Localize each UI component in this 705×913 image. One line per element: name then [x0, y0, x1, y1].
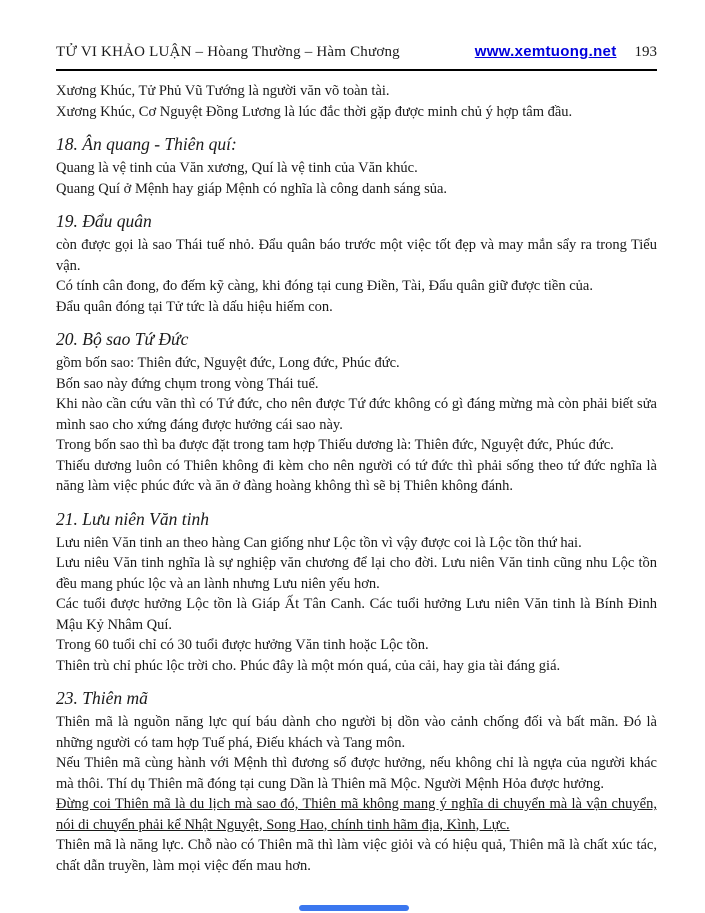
body-paragraph: Các tuổi được hưởng Lộc tồn là Giáp Ất Tân Canh. Các tuổi hưởng Lưu niên Văn tinh là Bính Đinh Mậu Kỷ Nhâm Quí.: [56, 596, 657, 633]
body-paragraph: Nếu Thiên mã cùng hành với Mệnh thì đương số được hưởng, nếu không chỉ là ngựa của người khác mà thôi. Thí dụ Thiên mã đóng tại cung Dần là Thiên mã Mộc. Người Mệnh Hỏa được hưởng.: [56, 755, 657, 792]
document-section: [56, 508, 657, 677]
document-section: [56, 687, 657, 876]
document-section: [56, 133, 657, 199]
document-section: [56, 328, 657, 497]
body-paragraph: Lưu niên Văn tinh an theo hàng Can giống như Lộc tồn vì vậy được coi là Lộc tồn thứ hai.: [56, 534, 582, 551]
body-paragraph: Đừng coi Thiên mã là du lịch mà sao đó, Thiên mã không mang ý nghĩa di chuyển mà là vận chuyển, nói di chuyển phải kể Nhật Nguyệt, Song Hao, chính tinh hãm địa, Kình, Lực.: [56, 796, 657, 833]
bottom-scroll-indicator[interactable]: [299, 905, 409, 911]
body-paragraph: Có tính cân đong, đo đếm kỹ càng, khi đóng tại cung Điền, Tài, Đẩu quân giữ được tiền của.: [56, 278, 593, 294]
section-heading: 23. Thiên mã: [56, 688, 148, 708]
body-paragraph: Đẩu quân đóng tại Tử tức là dấu hiệu hiếm con.: [56, 298, 333, 315]
page-header: [56, 43, 657, 61]
body-paragraph: Trong bốn sao thì ba được đặt trong tam hợp Thiếu dương là: Thiên đức, Nguyệt đức, Phúc đức.: [56, 437, 614, 453]
section-heading: 18. Ân quang - Thiên quí:: [56, 134, 237, 154]
body-paragraph: Khi nào cần cứu vãn thì có Tứ đức, cho nên được Tứ đức không có gì đáng mừng mà còn phải biết sửa mình sao cho xứng đáng được hưởng cái sao này.: [56, 396, 657, 433]
section-heading: 21. Lưu niên Văn tinh: [56, 508, 209, 529]
body-paragraph: Thiên mã là năng lực. Chỗ nào có Thiên mã thì làm việc giỏi và có hiệu quả, Thiên mã là chất xúc tác, chất dẫn truyền, làm mọi việc đến mau hơn.: [56, 837, 657, 874]
header-title: TỬ VI KHẢO LUẬN – Hòang Thường – Hàm Chương: [56, 44, 400, 60]
header-rule: [56, 69, 657, 71]
body-paragraph: còn được gọi là sao Thái tuế nhỏ. Đẩu quân báo trước một việc tốt đẹp và may mắn sẩy ra trong Tiểu vận.: [56, 237, 657, 274]
intro-paragraph: Xương Khúc, Tử Phủ Vũ Tướng là người văn võ toàn tài.: [56, 83, 390, 99]
site-link[interactable]: www.xemtuong.net: [474, 43, 617, 60]
body-paragraph: Bốn sao này đứng chụm trong vòng Thái tuế.: [56, 375, 319, 392]
body-paragraph: Thiếu dương luôn có Thiên không đi kèm cho nên người có tứ đức thì phải sống theo tứ đức nghĩa là năng làm việc phúc đức và ăn ở đàng hoàng không thì sẽ bị Thiên không đánh.: [56, 457, 657, 494]
document-body: [56, 81, 657, 876]
body-paragraph: Trong 60 tuổi chỉ có 30 tuổi được hưởng Văn tinh hoặc Lộc tồn.: [56, 637, 429, 653]
page-number: 193: [634, 44, 657, 60]
section-heading: 19. Đẩu quân: [56, 211, 152, 231]
body-paragraph: Thiên trù chỉ phúc lộc trời cho. Phúc đây là một món quá, của cải, hay gia tài đáng giá.: [56, 657, 561, 674]
body-paragraph: Lưu niêu Văn tinh nghĩa là sự nghiệp văn chương để lại cho đời. Lưu niên Văn tinh cũng nhu Lộc tồn đều mang phúc lộc và an lành nhưng Lưu niên yếu hơn.: [56, 555, 657, 592]
body-paragraph: Quang Quí ở Mệnh hay giáp Mệnh có nghĩa là công danh sáng sủa.: [56, 180, 448, 197]
body-paragraph: Quang là vệ tinh của Văn xương, Quí là vệ tinh của Văn khúc.: [56, 160, 418, 176]
section-heading: 20. Bộ sao Tứ Đức: [56, 329, 189, 349]
intro-paragraph: Xương Khúc, Cơ Nguyệt Đồng Lương là lúc đắc thời gặp được minh chủ ý hợp tâm đầu.: [56, 103, 573, 120]
document-section: [56, 210, 657, 317]
body-paragraph: Thiên mã là nguồn năng lực quí báu dành cho người bị dồn vào cảnh chống đối và bất mãn. Đó là những người có tam hợp Tuế phá, Điếu khách và Tang môn.: [56, 714, 657, 751]
body-paragraph: gồm bốn sao: Thiên đức, Nguyệt đức, Long đức, Phúc đức.: [56, 355, 400, 371]
